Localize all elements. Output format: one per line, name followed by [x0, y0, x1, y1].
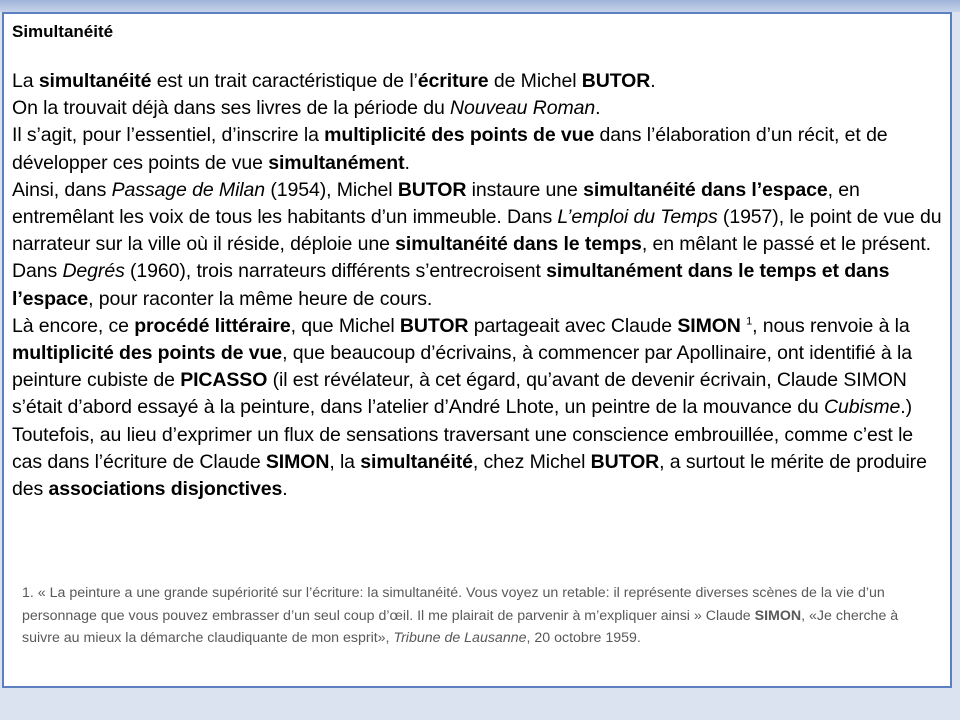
body-paragraph — [12, 177, 944, 313]
footnote-run: Tribune de Lausanne — [393, 630, 527, 646]
footnote-run: 1. « La peinture a une grande supériorité sur l’écriture: la simultanéité. Vous voyez un retable: il représente diverses scènes de la vie d’un personnage que vous pouvez embrasser d’un seul coup d’œil. Il me plairait de parvenir à m’expliquer ainsi » Claude — [22, 585, 885, 624]
paragraphs.1-run: On la trouvait déjà dans ses livres de la période du — [12, 97, 451, 120]
paragraphs.0-run: La — [12, 70, 39, 92]
footnote-run: , 20 octobre 1959. — [526, 630, 641, 646]
paragraphs.4-run: , que beaucoup d’écrivains, à commencer par Apollinaire, ont identifié à la peinture cubiste de — [12, 342, 912, 392]
paragraphs.5-run: simultanéité — [360, 450, 473, 473]
paragraphs.5-run: . — [282, 478, 288, 501]
paragraphs.3-run: (1957), le point de vue du narrateur sur la ville où il réside, déploie une — [12, 206, 942, 256]
paragraphs.1-run: . — [595, 97, 601, 120]
slide-title: Simultanéité — [12, 22, 114, 41]
paragraphs.3-run: , en mêlant le passé et le présent. Dans — [12, 233, 931, 283]
slide-top-band — [0, 0, 960, 12]
paragraphs.3-run: (1954), Michel — [265, 178, 398, 201]
paragraphs.0-run: . — [650, 70, 656, 92]
paragraphs.4-run: , nous renvoie à la — [752, 314, 910, 337]
paragraphs.4-run: PICASSO — [180, 369, 268, 392]
footnote-run: SIMON — [754, 607, 802, 624]
paragraphs.0-run: est un trait caractéristique de l’ — [151, 70, 418, 92]
paragraphs.2-run: Il s’agit, pour l’essentiel, d’inscrire la — [12, 124, 325, 147]
paragraphs.3-run: Passage de Milan — [111, 178, 266, 201]
paragraphs.4-run: SIMON — [677, 314, 741, 337]
paragraphs.0-run: de Michel — [488, 70, 582, 92]
body-paragraph — [12, 95, 944, 122]
body-text — [12, 68, 944, 503]
paragraphs.5-run: , la — [329, 450, 361, 473]
paragraphs.4-run: Cubisme — [824, 396, 901, 419]
paragraphs.5-run: Toutefois, au lieu d’exprimer un flux de sensations traversant une conscience embrouillée, comme c’est le cas dans l’écriture de Claude — [12, 423, 914, 473]
paragraphs.0-run: simultanéité — [38, 70, 152, 92]
paragraphs.4-run: multiplicité des points de vue — [12, 342, 283, 365]
slide-frame — [2, 12, 952, 688]
paragraphs.3-run: BUTOR — [397, 178, 467, 201]
paragraphs.4-run: Là encore, ce — [12, 314, 135, 337]
paragraphs.5-run: SIMON — [265, 450, 330, 473]
paragraphs.2-run: multiplicité des points de vue — [324, 124, 595, 147]
body-paragraph — [12, 422, 944, 504]
paragraphs.5-run: , a surtout le mérite de produire des — [12, 450, 927, 501]
paragraphs.3-run: instaure une — [466, 178, 584, 201]
paragraphs.2-run: simultanément — [268, 151, 405, 174]
paragraphs.3-run: , en entremêlant les voix de tous les habitants d’un immeuble. Dans — [12, 178, 860, 229]
paragraphs.3-run: Degrés — [62, 260, 125, 283]
paragraphs.5-run: associations disjonctives — [48, 478, 283, 501]
paragraphs.2-run: . — [404, 151, 410, 174]
paragraphs.3-run: simultanéité dans l’espace — [583, 178, 828, 201]
paragraphs.4-run: .) — [900, 396, 912, 419]
paragraphs.5-run: , chez Michel — [472, 450, 591, 473]
paragraphs.2-run: dans l’élaboration d’un récit, et de développer ces points de vue — [12, 124, 888, 174]
paragraphs.3-run: simultanément dans le temps et dans l’espace — [12, 260, 890, 310]
paragraphs.4-run: procédé littéraire — [134, 314, 291, 337]
paragraphs.1-run: Nouveau Roman — [450, 97, 596, 120]
paragraphs.3-run: L’emploi du Temps — [557, 206, 718, 229]
paragraphs.3-run: simultanéité dans le temps — [395, 233, 642, 256]
slide-content — [12, 20, 944, 503]
paragraphs.0-run: écriture — [417, 70, 489, 92]
paragraphs.4-run: partageait avec Claude — [468, 314, 678, 337]
paragraphs.3-run: (1960), trois narrateurs différents s’entrecroisent — [124, 260, 547, 283]
paragraphs.4-run: 1 — [746, 315, 753, 328]
body-paragraph — [12, 313, 944, 422]
footnote-run: , «Je cherche à suivre au mieux la démarche claudiquante de mon esprit», — [22, 607, 899, 646]
body-paragraph — [12, 68, 944, 95]
body-paragraph — [12, 122, 944, 176]
paragraphs.0-run: BUTOR — [581, 70, 651, 92]
footnote — [22, 582, 932, 650]
paragraphs.4-run: (il est révélateur, à cet égard, qu’avant de devenir écrivain, Claude SIMON s’était d’abord essayé à la peinture, dans l’atelier d’André Lhote, un peintre de la mouvance du — [12, 369, 907, 419]
paragraphs.4-run: BUTOR — [399, 314, 469, 337]
paragraphs.4-run: , que Michel — [290, 314, 400, 337]
paragraphs.3-run: Ainsi, dans — [12, 178, 112, 201]
paragraphs.3-run: , pour raconter la même heure de cours. — [88, 287, 433, 310]
paragraphs.5-run: BUTOR — [590, 450, 660, 473]
